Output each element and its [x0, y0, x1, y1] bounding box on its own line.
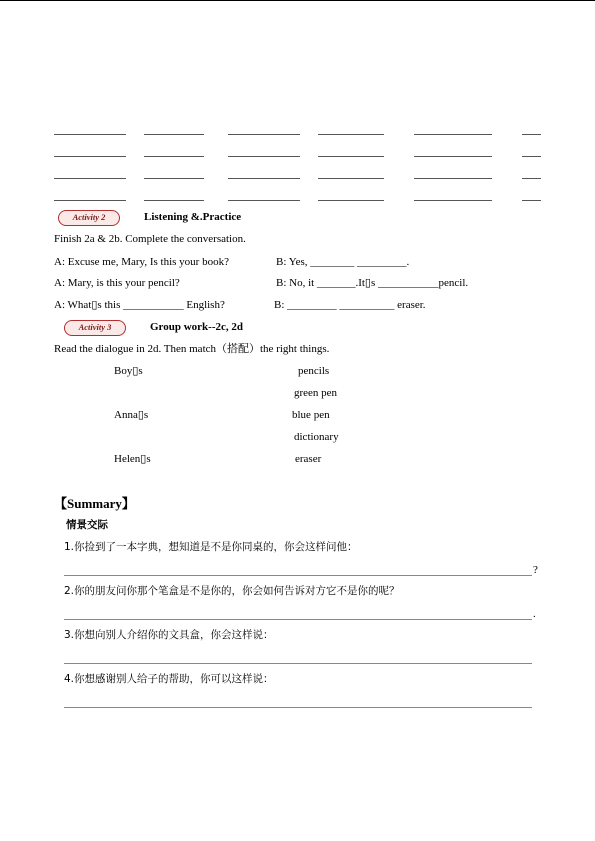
answer-blank[interactable] [54, 134, 126, 135]
answer-blank[interactable] [414, 156, 492, 157]
answer-blank[interactable] [414, 178, 492, 179]
activity-3-instruction: Read the dialogue in 2d. Then match（搭配）the right things. [54, 343, 330, 355]
dialogue-line-a: A: Excuse me, Mary, Is this your book? [54, 256, 229, 268]
dialogue-line-a: A: Mary, is this your pencil? [54, 277, 180, 289]
match-person: Anna▯s [114, 409, 149, 421]
answer-blank[interactable] [318, 156, 384, 157]
answer-blank[interactable] [414, 200, 492, 201]
answer-blank[interactable] [228, 156, 300, 157]
dialogue-line-b: B: No, it _______.It▯s ___________pencil. [276, 277, 469, 289]
dialogue-line-b: B: _________ __________ eraser. [274, 299, 426, 311]
activity-3-badge: Activity 3 [64, 320, 126, 336]
answer-blank[interactable] [54, 178, 126, 179]
dialogue-line-b: B: Yes, ________ _________. [276, 256, 410, 268]
answer-blank[interactable] [144, 134, 204, 135]
answer-blank[interactable] [522, 156, 541, 157]
match-thing: green pen [294, 387, 338, 399]
activity-2-title: Listening &.Practice [144, 211, 242, 223]
activity-2-badge: Activity 2 [58, 210, 120, 226]
answer-blank[interactable] [228, 178, 300, 179]
answer-line[interactable] [64, 575, 532, 576]
summary-subheading: 情景交际 [66, 519, 108, 531]
answer-blank[interactable] [228, 200, 300, 201]
answer-blank[interactable] [318, 134, 384, 135]
summary-question: 4.你想感谢别人给子的帮助，你可以这样说： [64, 673, 274, 685]
answer-line-end: . [533, 608, 536, 620]
match-thing: dictionary [294, 431, 339, 443]
answer-blank[interactable] [522, 200, 541, 201]
match-person: Boy▯s [114, 365, 143, 377]
answer-line-end: ? [533, 564, 538, 576]
answer-blank[interactable] [54, 156, 126, 157]
answer-blank[interactable] [414, 134, 492, 135]
answer-line[interactable] [64, 707, 532, 708]
answer-blank[interactable] [144, 178, 204, 179]
dialogue-line-a: A: What▯s this ___________ English? [54, 299, 225, 311]
answer-blank[interactable] [522, 178, 541, 179]
match-person: Helen▯s [114, 453, 151, 465]
answer-blank[interactable] [228, 134, 300, 135]
answer-blank[interactable] [318, 178, 384, 179]
answer-blank[interactable] [522, 134, 541, 135]
answer-line[interactable] [64, 619, 532, 620]
summary-question: 2.你的朋友问你那个笔盒是不是你的，你会如何告诉对方它不是你的呢？ [64, 585, 400, 597]
match-thing: blue pen [292, 409, 330, 421]
summary-heading: 【Summary】 [54, 496, 135, 511]
summary-question: 1.你捡到了一本字典，想知道是不是你同桌的，你会这样问他： [64, 541, 358, 553]
answer-line[interactable] [64, 663, 532, 664]
match-thing: eraser [295, 453, 322, 465]
match-thing: pencils [298, 365, 330, 377]
page-top-border [0, 0, 595, 1]
activity-3-title: Group work--2c, 2d [150, 321, 243, 333]
answer-blank[interactable] [144, 200, 204, 201]
answer-blank[interactable] [318, 200, 384, 201]
activity-2-instruction: Finish 2a & 2b. Complete the conversation. [54, 233, 246, 245]
answer-blank[interactable] [54, 200, 126, 201]
summary-question: 3.你想向别人介绍你的文具盒，你会这样说： [64, 629, 274, 641]
answer-blank[interactable] [144, 156, 204, 157]
